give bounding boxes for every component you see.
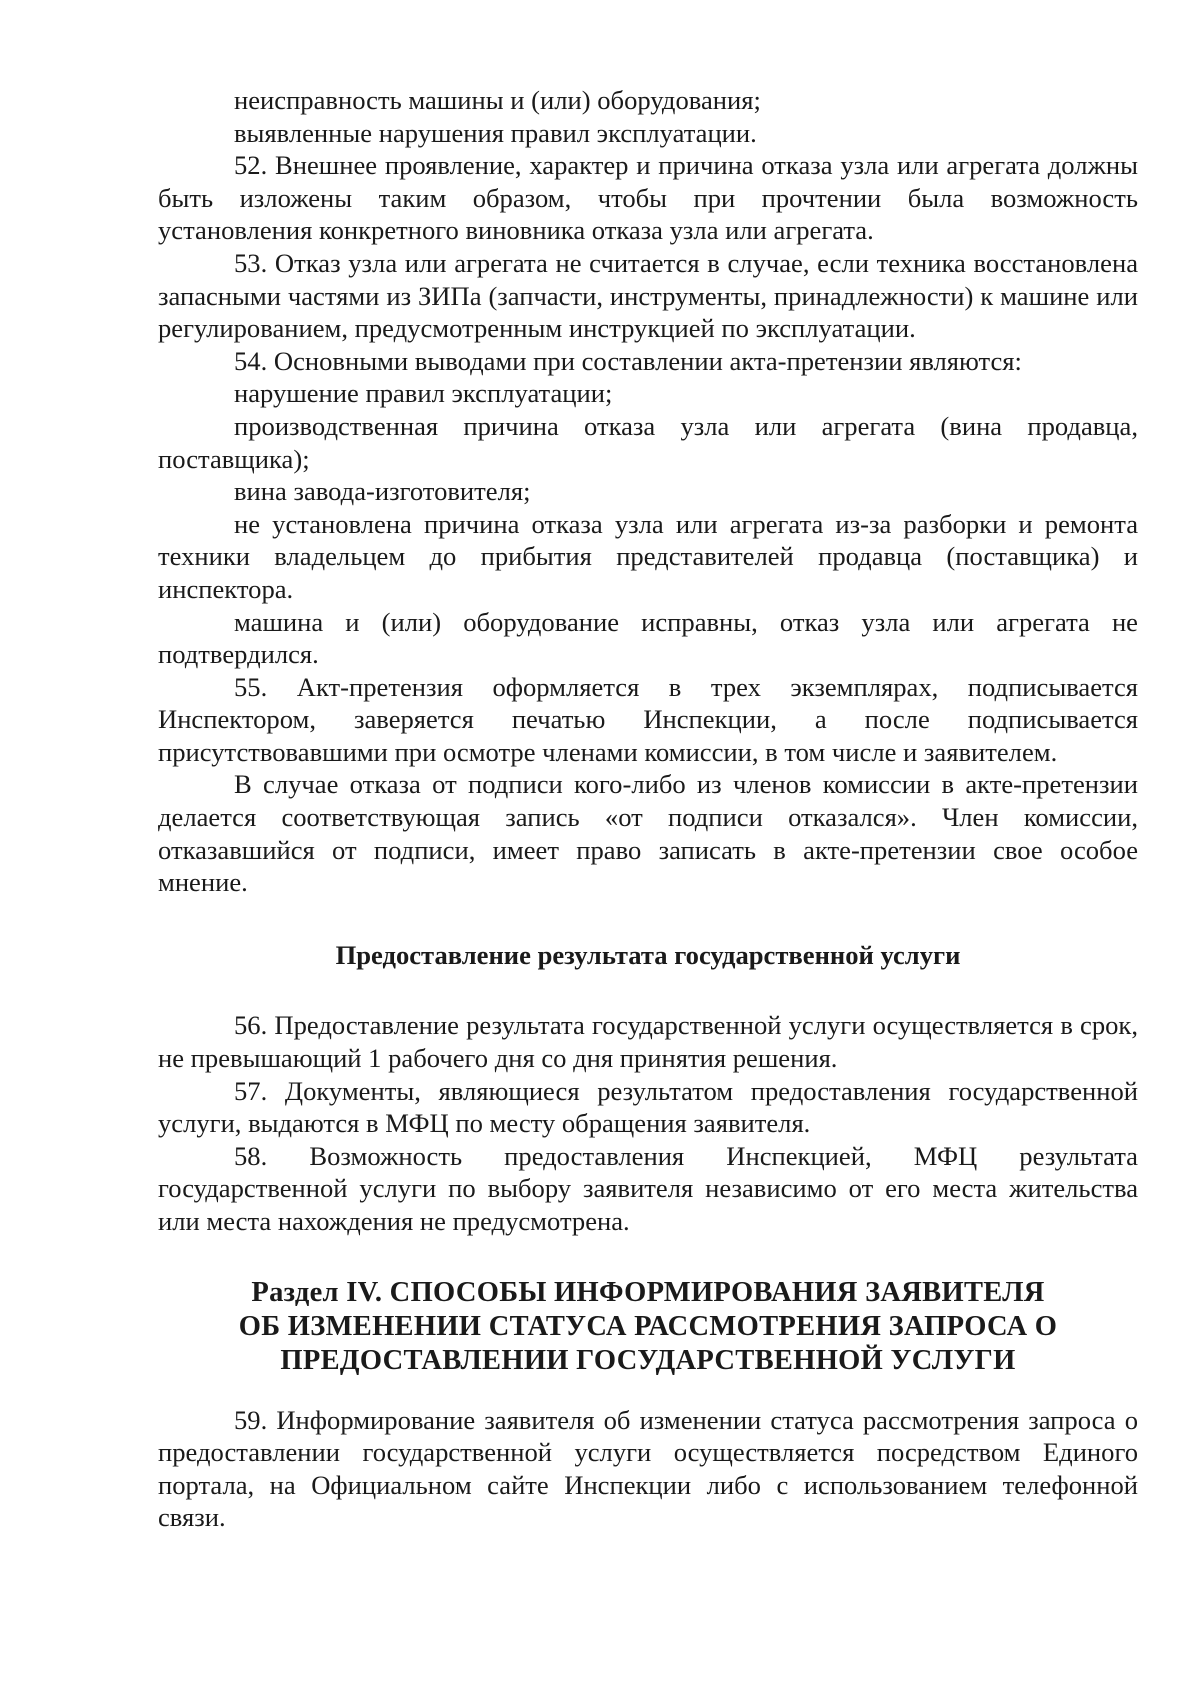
- section-title-line: ПРЕДОСТАВЛЕНИИ ГОСУДАРСТВЕННОЙ УСЛУГИ: [280, 1344, 1016, 1376]
- section-title-line: ОБ ИЗМЕНЕНИИ СТАТУСА РАССМОТРЕНИЯ ЗАПРОСА О: [238, 1310, 1058, 1342]
- subheading: Предоставление результата государственной услуги: [335, 939, 961, 970]
- paragraph-53: 53. Отказ узла или агрегата не считается в случае, если техника восстановлена запасными частями из ЗИПа (запчасти, инструменты, принадлежности) к машине или регулированием, предусмотренным инструкцией по эксплуатации.: [158, 247, 1138, 344]
- paragraph-58: 58. Возможность предоставления Инспекцией, МФЦ результата государственной услуги по выбору заявителя независимо от его места жительства или места нахождения не предусмотрена.: [158, 1140, 1138, 1236]
- paragraph-56: 56. Предоставление результата государственной услуги осуществляется в срок, не превышающий 1 рабочего дня со дня принятия решения.: [158, 1010, 1138, 1074]
- paragraph-52: 52. Внешнее проявление, характер и причина отказа узла или агрегата должны быть изложены таким образом, чтобы при прочтении была возможность установления конкретного виновника отказа узла или агрегата.: [158, 150, 1138, 246]
- document-page: [158, 84, 1138, 1534]
- paragraph-57: 57. Документы, являющиеся результатом предоставления государственной услуги, выдаются в МФЦ по месту обращения заявителя.: [158, 1075, 1138, 1139]
- paragraph: неисправность машины и (или) оборудования;: [234, 85, 761, 115]
- paragraph-55: 55. Акт-претензия оформляется в трех экземплярах, подписывается Инспектором, заверяется печатью Инспекции, а после подписывается присутствовавшими при осмотре членами комиссии, в том числе и заявителем.: [158, 671, 1138, 767]
- list-item: вина завода-изготовителя;: [234, 476, 531, 507]
- section-title: [158, 1276, 1138, 1378]
- section-title-line: Раздел IV. СПОСОБЫ ИНФОРМИРОВАНИЯ ЗАЯВИТЕЛЯ: [251, 1276, 1045, 1308]
- paragraph-59: 59. Информирование заявителя об изменении статуса рассмотрения запроса о предоставлении государственной услуги осуществляется посредством Единого портала, на Официальном сайте Инспекции либо с использованием телефонной связи.: [158, 1404, 1138, 1533]
- list-item: производственная причина отказа узла или агрегата (вина продавца, поставщика);: [158, 410, 1138, 474]
- paragraph-54: 54. Основными выводами при составлении акта-претензии являются:: [234, 345, 1022, 376]
- list-item: нарушение правил эксплуатации;: [234, 378, 613, 409]
- paragraph: В случае отказа от подписи кого-либо из членов комиссии в акте-претензии делается соответствующая запись «от подписи отказался». Член комиссии, отказавшийся от подписи, имеет право записать в акте-претензии свое особое мнение.: [158, 769, 1138, 898]
- list-item: машина и (или) оборудование исправны, отказ узла или агрегата не подтвердился.: [158, 606, 1138, 670]
- list-item: не установлена причина отказа узла или агрегата из-за разборки и ремонта техники владельцем до прибытия представителей продавца (поставщика) и инспектора.: [158, 508, 1138, 604]
- paragraph: выявленные нарушения правил эксплуатации.: [234, 117, 757, 148]
